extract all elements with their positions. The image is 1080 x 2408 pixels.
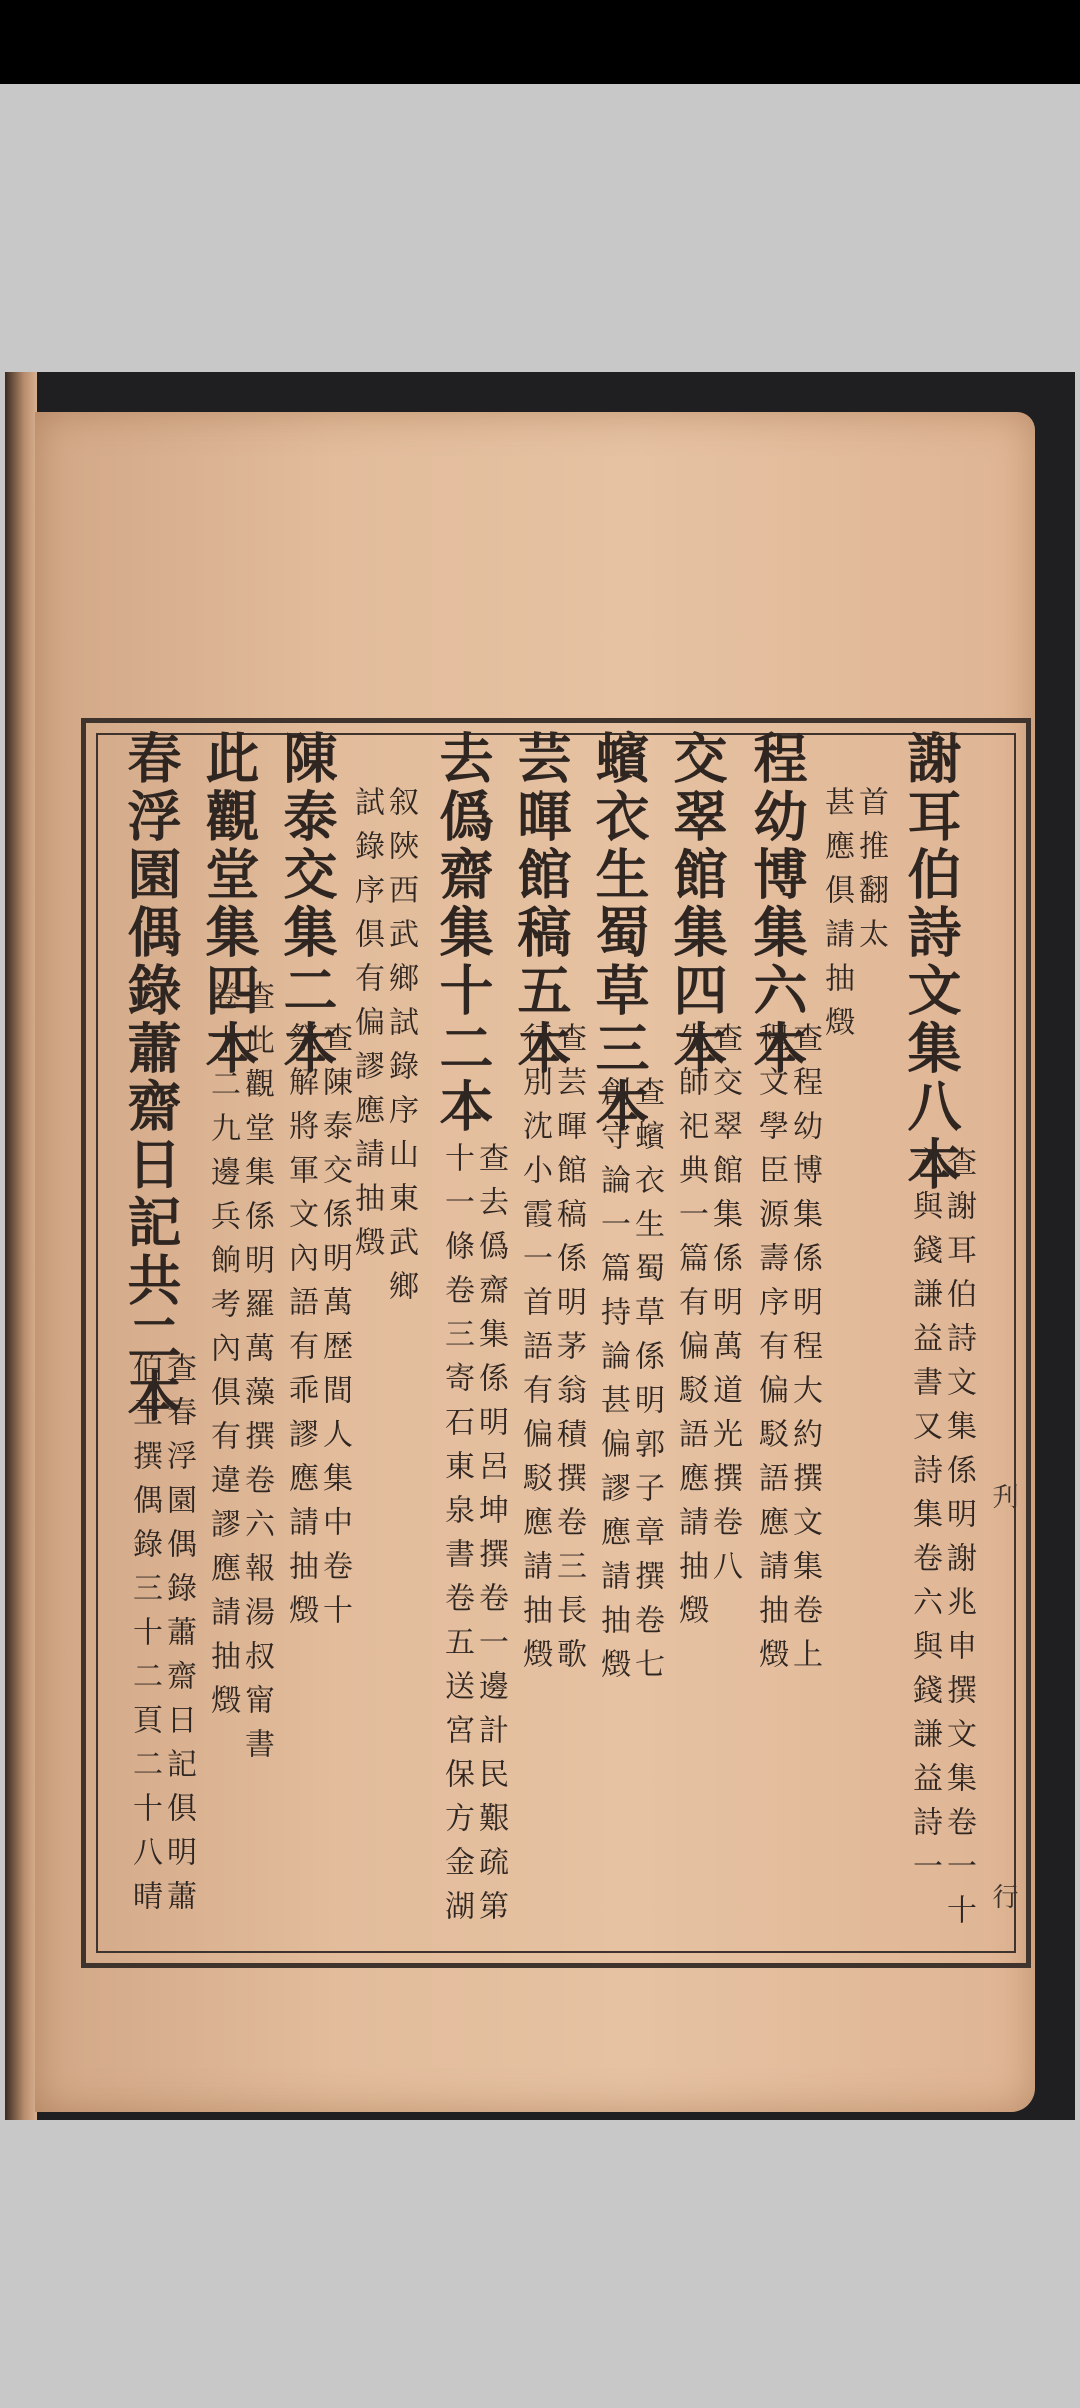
entry-title: 蠙衣生蜀草三本: [587, 730, 651, 1136]
status-bar: [0, 0, 1080, 84]
entry-title: 謝耳伯詩文集八本: [899, 730, 963, 1194]
entry-title: 春浮園偶錄蕭齋日記共二本: [119, 730, 183, 1426]
entry-note: 查交翠館集係明萬道光撰卷八: [707, 1022, 742, 1594]
entry-note: 查春浮園偶錄蕭齋日記俱明蕭: [161, 1352, 196, 1924]
entry-note: 試錄序俱有偏謬應請抽燬: [349, 786, 384, 1270]
entry-note: 查陳泰交係明萬歴間人集中卷十: [317, 1022, 352, 1638]
page-edge-column: [988, 723, 1024, 1963]
entry-note: 查此觀堂集係明羅萬藻撰卷六報湯叔甯書: [239, 980, 274, 1772]
edge-label-bottom: 行: [988, 1883, 1018, 1909]
entry-title: 交翠館集四本: [665, 730, 729, 1078]
entry-note: 創守論一篇持論甚偏謬應請抽燬: [595, 1076, 630, 1692]
entry-note: 卷十二九邊兵餉考內俱有違謬應請抽燬: [205, 980, 240, 1728]
paper-page: [35, 412, 1035, 2112]
entry-note: 首推翻太: [853, 786, 888, 962]
entry-note: 程文學臣源壽序有偏駁語應請抽燬: [753, 1022, 788, 1682]
entry-note: 查程幼博集係明程大約撰文集卷上: [787, 1022, 822, 1682]
entry-title: 陳泰交集二本: [275, 730, 339, 1078]
entry-note: 查芸暉館稿係明茅翁積撰卷三長歌: [551, 1022, 586, 1682]
entry-note: 先師祀典一篇有偏駁語應請抽燬: [673, 1022, 708, 1638]
edge-label-top: 刋: [988, 1483, 1018, 1509]
entry-note: 六與錢謙益書又詩集卷六與錢謙益詩一: [907, 1146, 942, 1894]
entry-note: 伯玉撰偶錄三十二頁二十八晴: [127, 1352, 162, 1924]
entry-note: 甚應俱請抽燬: [819, 786, 854, 1050]
entry-note: 十一條卷三寄石東泉書卷五送宮保方金湖: [439, 1142, 474, 1934]
entry-note: 查蠙衣生蜀草係明郭子章撰卷七: [629, 1076, 664, 1692]
entry-note: 查去僞齋集係明呂坤撰卷一邊計民艱疏第: [473, 1142, 508, 1934]
entry-note: 祭解將軍文內語有乖謬應請抽燬: [283, 1022, 318, 1638]
entry-title: 程幼博集六本: [745, 730, 809, 1078]
book-spine: [5, 372, 37, 2120]
entry-note: 查謝耳伯詩文集係明謝兆申撰文集卷一十: [941, 1146, 976, 1938]
entry-title: 芸暉館稿五本: [509, 730, 573, 1078]
entry-title: 此觀堂集四本: [197, 730, 261, 1078]
entry-note: 叙陜西武鄉試錄序山東武鄉: [383, 786, 418, 1314]
scanned-page-photo[interactable]: [5, 372, 1075, 2120]
entry-note: 行別沈小霞一首語有偏駁應請抽燬: [517, 1022, 552, 1682]
entry-title: 去僞齋集十二本: [431, 730, 495, 1136]
